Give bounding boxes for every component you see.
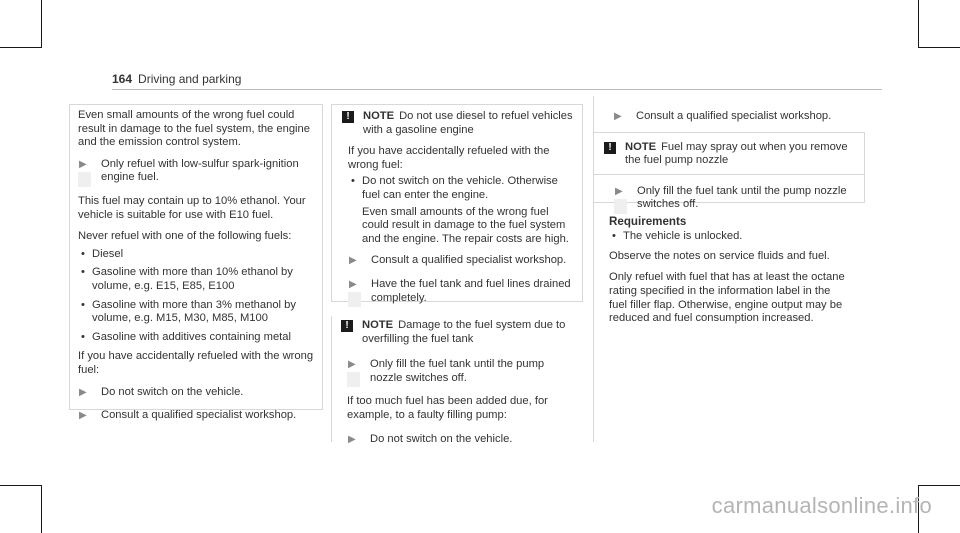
step-text: Do not switch on the vehicle. — [370, 432, 513, 445]
column-rule — [331, 316, 332, 442]
diesel-list — [348, 175, 574, 246]
triangle-right-icon: ▶ — [615, 185, 623, 197]
too-much-paragraph: If too much fuel has been added due, for example, to a faulty filling pump: — [347, 395, 548, 421]
observe-paragraph: Observe the notes on service fluids and fuel. — [609, 249, 830, 262]
triangle-right-icon: ▶ — [79, 386, 87, 398]
step-item — [347, 358, 573, 385]
note-box — [594, 133, 864, 168]
header-rule — [112, 89, 882, 90]
page-header — [112, 72, 241, 86]
triangle-right-icon: ▶ — [79, 410, 87, 422]
step-text: Only refuel with low-sulfur spark-ignition engine fuel. — [101, 157, 299, 184]
list-item: • Do not switch on the vehicle. Otherwise fuel can enter the engine. Even small amounts of the wrong fuel could result in damage to the fuel system and the engine. The repair costs are high. — [348, 175, 574, 246]
list-item: • Gasoline with more than 10% ethanol by volume, e.g. E15, E85, E100 — [78, 266, 314, 293]
crop-mark — [41, 485, 42, 533]
step-item — [348, 278, 574, 305]
list-item: • The vehicle is unlocked. — [609, 230, 855, 244]
step-stripe — [78, 172, 91, 187]
crop-mark — [0, 47, 42, 48]
triangle-right-icon: ▶ — [349, 278, 357, 290]
page-title: Driving and parking — [138, 72, 242, 86]
diesel-paragraph: If you have accidentally refueled with the wrong fuel: — [348, 145, 550, 171]
never-paragraph: Never refuel with one of the following fuels: — [78, 230, 292, 243]
step-text: Consult a qualified specialist workshop. — [101, 409, 297, 422]
triangle-right-icon: ▶ — [348, 433, 356, 445]
list-item: • Gasoline with more than 3% methanol by volume, e.g. M15, M30, M85, M100 — [78, 299, 314, 326]
note-text: Do not use diesel to refuel vehicles with a gasoline engine — [363, 110, 573, 136]
watermark-text: carmanualsonline.info — [711, 493, 932, 518]
step-text: Only fill the fuel tank until the pump nozzle switches off. — [370, 358, 545, 384]
crop-mark — [918, 0, 919, 48]
wrong-fuel-paragraph: If you have accidentally refueled with the wrong fuel: — [78, 350, 314, 376]
step-item — [347, 433, 573, 447]
step-text: Do not switch on the vehicle. — [101, 385, 244, 398]
intro-paragraph: Even small amounts of the wrong fuel could result in damage to the fuel system, the engine and the emission control system. — [78, 109, 310, 149]
fuel-list — [78, 248, 314, 345]
crop-mark — [918, 47, 960, 48]
octane-paragraph: Only refuel with fuel that has at least the octane rating specified in the information label in the fuel filler flap. Otherwise, engine output may be reduced and fuel consumption increased. — [609, 271, 845, 325]
step-item — [614, 185, 856, 212]
triangle-right-icon: ▶ — [79, 158, 87, 170]
note-text: Damage to the fuel system due to overfilling the fuel tank — [362, 319, 566, 345]
crop-mark — [918, 485, 960, 486]
column-2-lower — [331, 316, 581, 456]
step-text: Have the fuel tank and fuel lines drained completely. — [371, 277, 571, 304]
step-text: Only fill the fuel tank until the pump nozzle switches off. — [637, 184, 847, 211]
step-stripe — [347, 372, 360, 387]
warning-icon: ! — [604, 142, 616, 154]
section-title: Requirements — [609, 214, 687, 228]
requirements-list — [609, 230, 855, 244]
list-item: • Diesel — [78, 248, 314, 262]
column-3 — [593, 104, 863, 334]
step-text: Consult a qualified specialist workshop. — [371, 254, 567, 267]
list-item: • Gasoline with additives containing metal — [78, 331, 314, 345]
note-divider — [594, 174, 864, 175]
triangle-right-icon: ▶ — [614, 111, 622, 122]
step-item — [613, 110, 855, 124]
step-item — [348, 254, 574, 268]
column-2 — [331, 104, 583, 302]
ethanol-paragraph: This fuel may contain up to 10% ethanol. Your vehicle is suitable for use with E10 fuel. — [78, 194, 306, 221]
note-box — [332, 105, 582, 137]
bullet-subtext: Even small amounts of the wrong fuel could result in damage to the fuel system and the engine. The repair costs are high. — [362, 205, 569, 245]
note-heading: NOTE — [625, 140, 657, 153]
step-item — [78, 409, 314, 423]
note-heading: NOTE — [362, 319, 394, 331]
step-item — [78, 386, 314, 400]
step-item — [78, 158, 314, 185]
step-text: Consult a qualified specialist workshop. — [636, 110, 832, 122]
page-number: 164 — [112, 72, 133, 86]
note-heading: NOTE — [363, 110, 395, 122]
warning-icon: ! — [341, 320, 353, 332]
column-1 — [69, 104, 323, 422]
crop-mark — [0, 485, 42, 486]
note-box — [331, 316, 581, 346]
warning-icon: ! — [342, 111, 354, 123]
note-text: Fuel may spray out when you remove the fuel pump nozzle — [625, 140, 848, 167]
triangle-right-icon: ▶ — [349, 255, 357, 267]
crop-mark — [41, 0, 42, 48]
step-stripe — [614, 199, 627, 214]
triangle-right-icon: ▶ — [348, 359, 356, 371]
note-panel — [593, 132, 865, 211]
step-stripe — [348, 292, 361, 307]
